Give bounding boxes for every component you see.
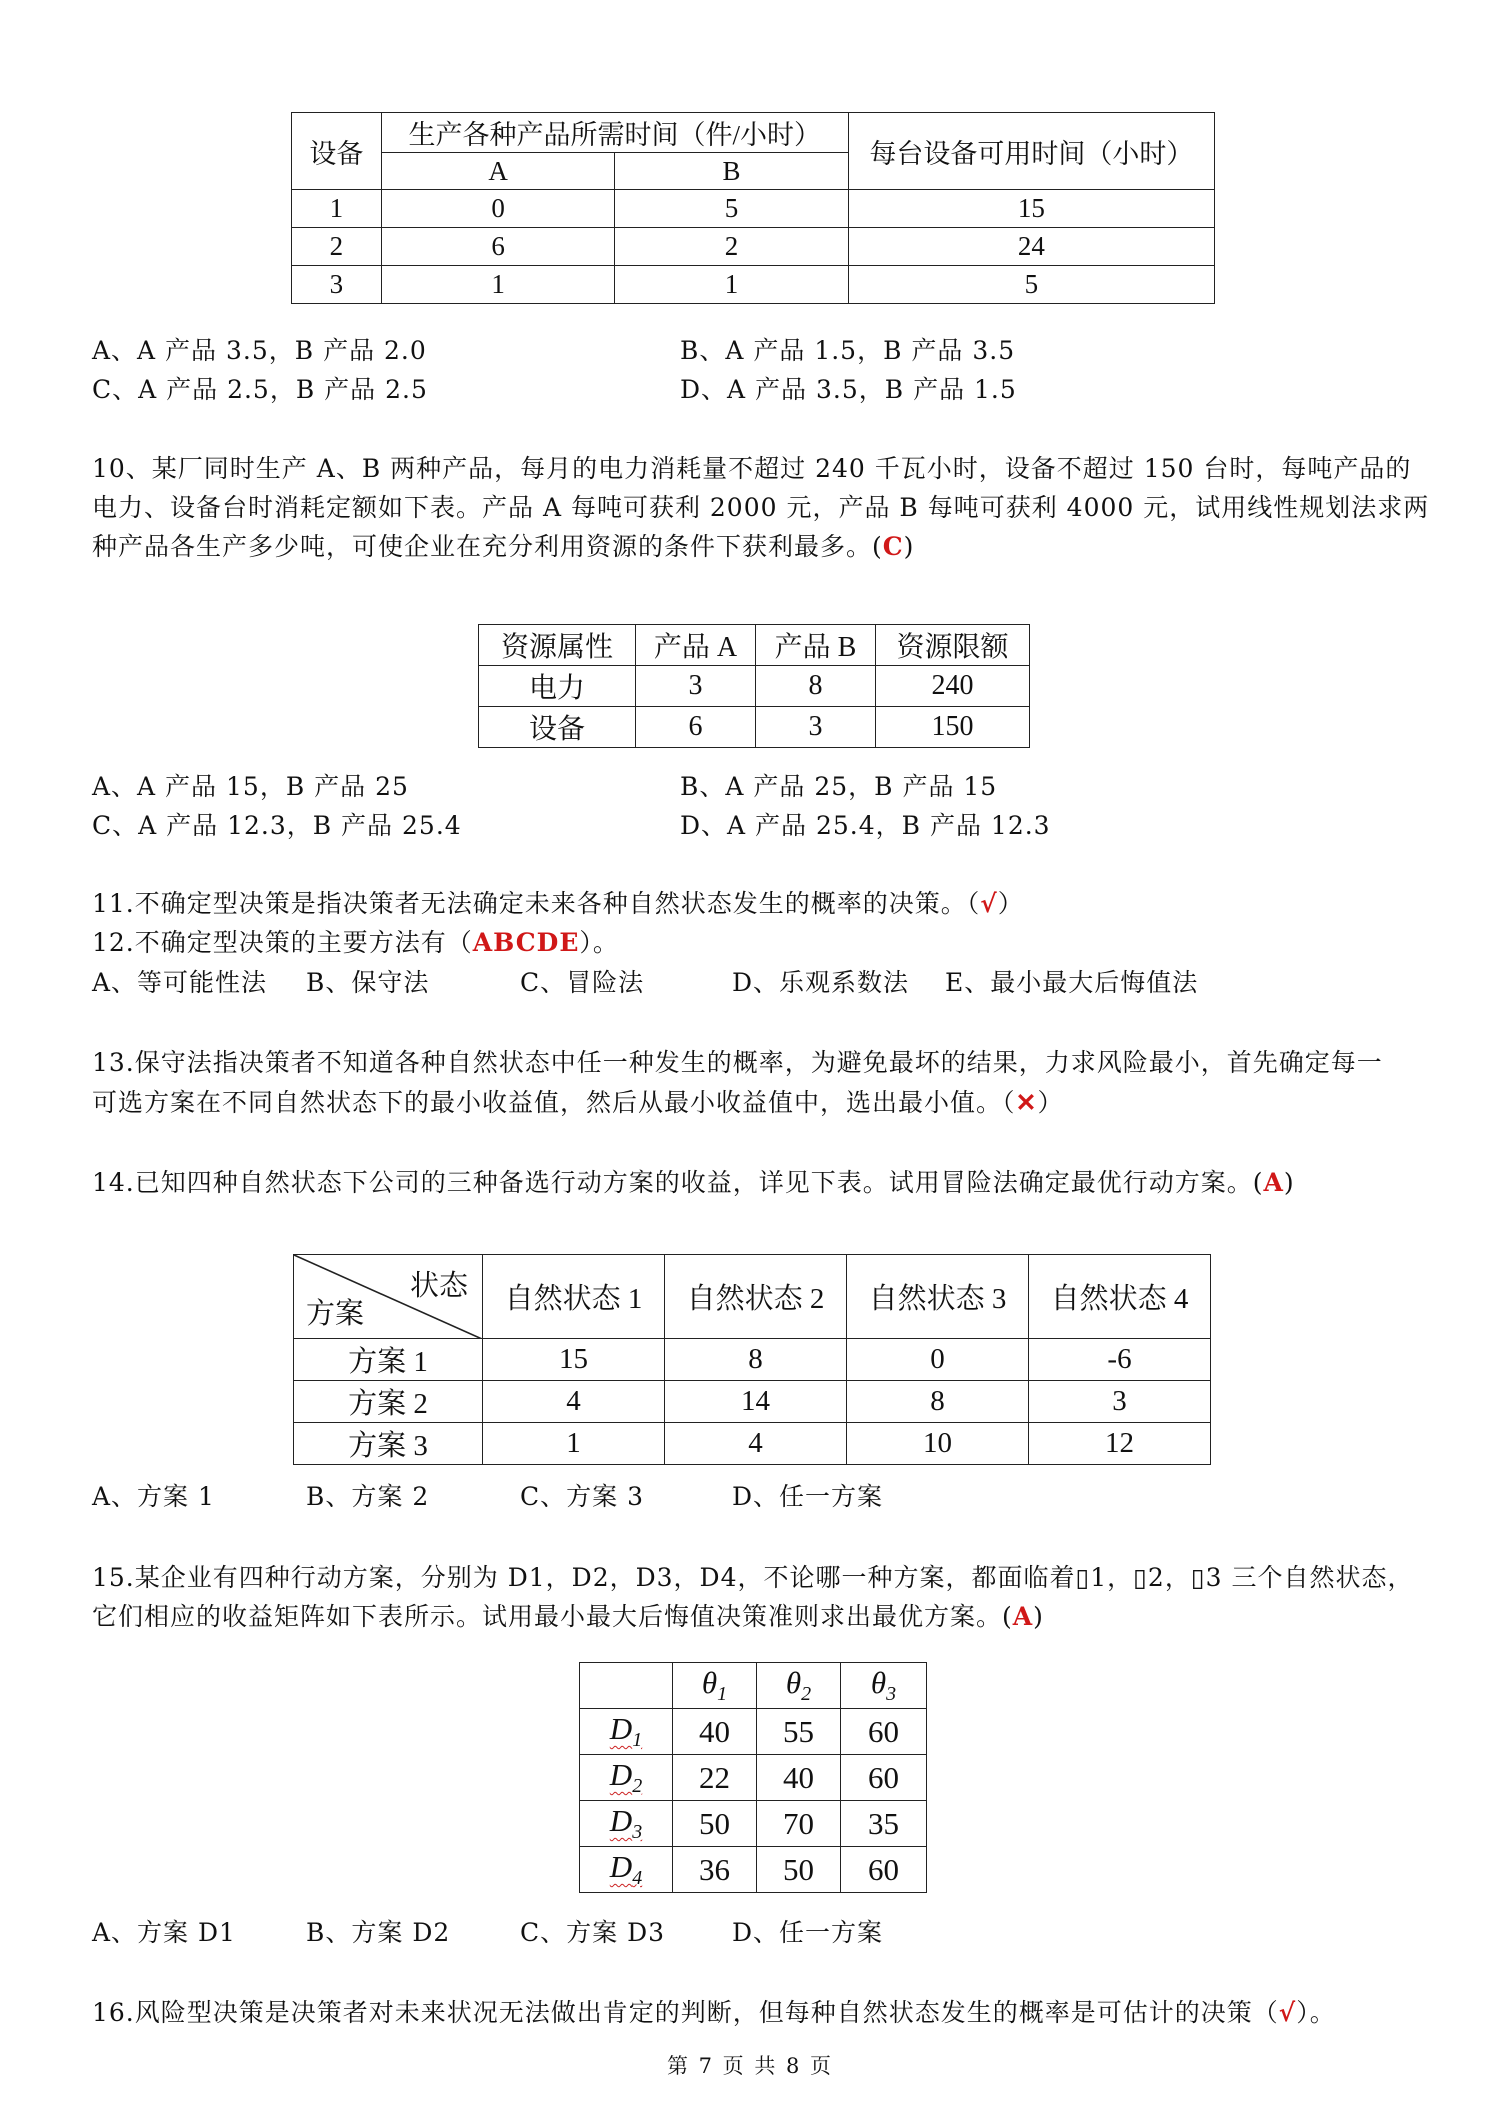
answer-mark: A (1012, 1602, 1034, 1631)
table-cell: 4 (483, 1381, 665, 1423)
question-13-line2: 可选方案在不同自然状态下的最小收益值，然后从最小收益值中，选出最小值。（✕） (92, 1088, 1064, 1117)
row-label: $D_3$ (609, 1802, 643, 1844)
table-row (580, 1755, 927, 1801)
table-cell: 5 (615, 190, 848, 228)
table-row (294, 1381, 1211, 1423)
table-header: B (615, 153, 848, 190)
table-cell: 10 (847, 1423, 1029, 1465)
question-11: 11.不确定型决策是指决策者无法确定未来各种自然状态发生的概率的决策。（√） (92, 889, 1024, 918)
table-cell: 50 (757, 1847, 841, 1893)
table-header: A (381, 153, 614, 190)
table-cell: 60 (841, 1847, 927, 1893)
option-c: C、方案 D3 (520, 1918, 666, 1947)
table-cell: 22 (673, 1755, 757, 1801)
table-cell: 方案 2 (294, 1381, 483, 1423)
regret-matrix-table (579, 1662, 927, 1893)
table-cell: 8 (847, 1381, 1029, 1423)
table-header: 每台设备可用时间（小时） (848, 113, 1214, 190)
table-cell: 3 (292, 266, 382, 304)
question-12: 12.不确定型决策的主要方法有（ABCDE）。 (92, 928, 619, 957)
table-cell: 36 (673, 1847, 757, 1893)
table-header: $\theta_3$ (841, 1663, 927, 1709)
table-cell: 0 (381, 190, 614, 228)
table-row (292, 190, 1215, 228)
corner-label-plan: 方案 (306, 1298, 365, 1330)
table-cell: 70 (757, 1801, 841, 1847)
table-cell: 1 (615, 266, 848, 304)
resource-table (478, 624, 1030, 748)
question-10-line3: 种产品各生产多少吨，可使企业在充分利用资源的条件下获利最多。(C) (92, 532, 915, 561)
table-cell: 150 (876, 707, 1030, 748)
check-mark: √ (980, 889, 998, 918)
option-e: E、最小最大后悔值法 (945, 968, 1199, 997)
option-b: B、保守法 (306, 968, 430, 997)
table-cell: 2 (292, 228, 382, 266)
table-cell: -6 (1029, 1339, 1211, 1381)
table-row (479, 625, 1030, 666)
table-row (294, 1339, 1211, 1381)
option-d: D、任一方案 (732, 1482, 884, 1511)
table-cell: 50 (673, 1801, 757, 1847)
table-header: 自然状态 4 (1029, 1255, 1211, 1339)
table-cell: 60 (841, 1755, 927, 1801)
table-cell: 14 (665, 1381, 847, 1423)
table-row (479, 666, 1030, 707)
table-row (580, 1847, 927, 1893)
table-cell: 1 (292, 190, 382, 228)
table-header: $\theta_1$ (673, 1663, 757, 1709)
table-header: 产品 B (756, 625, 876, 666)
question-14: 14.已知四种自然状态下公司的三种备选行动方案的收益，详见下表。试用冒险法确定最优行动方案。(A) (92, 1168, 1295, 1197)
corner-label-state: 状态 (409, 1270, 468, 1302)
diagonal-header-cell (294, 1255, 483, 1339)
table-cell: 1 (381, 266, 614, 304)
option-b: B、方案 D2 (306, 1918, 451, 1947)
table-row (580, 1663, 927, 1709)
answer-mark: C (882, 532, 904, 561)
table-header: 产品 A (636, 625, 756, 666)
option-a: A、方案 1 (92, 1482, 215, 1511)
option-c: C、A 产品 12.3，B 产品 25.4 (92, 811, 462, 840)
table-header: 自然状态 3 (847, 1255, 1029, 1339)
option-b: B、A 产品 1.5，B 产品 3.5 (680, 336, 1016, 365)
table-row (580, 1801, 927, 1847)
question-13-line1: 13.保守法指决策者不知道各种自然状态中任一种发生的概率，为避免最坏的结果，力求风险最小，首先确定每一 (92, 1048, 1383, 1077)
table-cell: 8 (756, 666, 876, 707)
row-label: $D_1$ (609, 1710, 643, 1752)
table-header: $\theta_2$ (757, 1663, 841, 1709)
table-cell: 40 (673, 1709, 757, 1755)
option-d: D、任一方案 (732, 1918, 884, 1947)
option-a: A、方案 D1 (92, 1918, 236, 1947)
table-cell: 5 (848, 266, 1214, 304)
table-row (292, 266, 1215, 304)
row-label: $D_2$ (609, 1756, 643, 1798)
option-d: D、A 产品 3.5，B 产品 1.5 (680, 375, 1017, 404)
option-d: D、乐观系数法 (732, 968, 910, 997)
table-header: 设备 (292, 113, 382, 190)
table-cell: 15 (483, 1339, 665, 1381)
table-cell: 3 (1029, 1381, 1211, 1423)
question-15-line1: 15.某企业有四种行动方案，分别为 D1，D2，D3，D4，不论哪一种方案，都面临着▯1，▯2，▯3 三个自然状态， (92, 1563, 1414, 1592)
table-header: 资源属性 (479, 625, 636, 666)
option-b: B、方案 2 (306, 1482, 430, 1511)
table-cell: 24 (848, 228, 1214, 266)
table-row (294, 1423, 1211, 1465)
option-a: A、A 产品 3.5，B 产品 2.0 (92, 336, 427, 365)
cross-mark: ✕ (1015, 1088, 1038, 1117)
table-cell: 240 (876, 666, 1030, 707)
table-cell: 55 (757, 1709, 841, 1755)
table-cell: 6 (381, 228, 614, 266)
table-cell: 15 (848, 190, 1214, 228)
table-cell: 3 (756, 707, 876, 748)
table-cell: 方案 3 (294, 1423, 483, 1465)
option-a: A、A 产品 15，B 产品 25 (92, 772, 409, 801)
question-10-line1: 10、某厂同时生产 A、B 两种产品，每月的电力消耗量不超过 240 千瓦小时，设备不超过 150 台时，每吨产品的 (92, 454, 1412, 483)
table-cell: 12 (1029, 1423, 1211, 1465)
option-b: B、A 产品 25，B 产品 15 (680, 772, 998, 801)
table-cell: 方案 1 (294, 1339, 483, 1381)
question-16: 16.风险型决策是决策者对未来状况无法做出肯定的判断，但每种自然状态发生的概率是可估计的决策（√）。 (92, 1998, 1336, 2027)
check-mark: √ (1278, 1998, 1297, 2027)
option-a: A、等可能性法 (92, 968, 268, 997)
table-header: 自然状态 1 (483, 1255, 665, 1339)
table-cell: 电力 (479, 666, 636, 707)
question-15-line2: 它们相应的收益矩阵如下表所示。试用最小最大后悔值决策准则求出最优方案。(A) (92, 1602, 1044, 1631)
table-cell: 8 (665, 1339, 847, 1381)
table-cell: 6 (636, 707, 756, 748)
row-label: $D_4$ (609, 1848, 643, 1890)
table-cell: 0 (847, 1339, 1029, 1381)
question-10-line2: 电力、设备台时消耗定额如下表。产品 A 每吨可获利 2000 元，产品 B 每吨可获利 4000 元，试用线性规划法求两 (92, 493, 1430, 522)
table-row (580, 1709, 927, 1755)
payoff-table (293, 1254, 1211, 1465)
table-cell: 35 (841, 1801, 927, 1847)
table-cell: 60 (841, 1709, 927, 1755)
option-d: D、A 产品 25.4，B 产品 12.3 (680, 811, 1051, 840)
table-cell: 2 (615, 228, 848, 266)
table-row (292, 228, 1215, 266)
option-c: C、方案 3 (520, 1482, 644, 1511)
table-header: 生产各种产品所需时间（件/小时） (381, 113, 848, 153)
table-cell (580, 1663, 673, 1709)
answer-mark: A (1263, 1168, 1284, 1197)
answer-mark: ABCDE (472, 928, 580, 957)
table-cell: 1 (483, 1423, 665, 1465)
table-cell: 4 (665, 1423, 847, 1465)
table-row (479, 707, 1030, 748)
table-cell: 3 (636, 666, 756, 707)
table-cell: 40 (757, 1755, 841, 1801)
table-row (294, 1255, 1211, 1339)
page-number: 第 7 页 共 8 页 (666, 2054, 834, 2078)
option-c: C、A 产品 2.5，B 产品 2.5 (92, 375, 428, 404)
table-cell: 设备 (479, 707, 636, 748)
table-header: 自然状态 2 (665, 1255, 847, 1339)
equipment-time-table (291, 112, 1215, 304)
option-c: C、冒险法 (520, 968, 645, 997)
table-header: 资源限额 (876, 625, 1030, 666)
